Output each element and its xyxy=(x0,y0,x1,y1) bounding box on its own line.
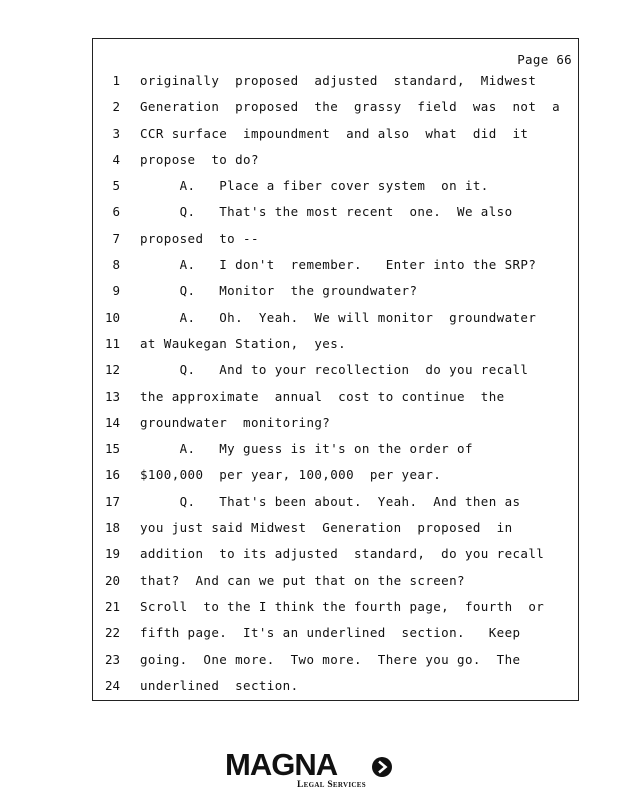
line-number: 3 xyxy=(112,125,120,141)
line-text: underlined section. xyxy=(140,677,299,693)
line-text: CCR surface impoundment and also what did it xyxy=(140,125,529,141)
line-number: 23 xyxy=(104,651,120,667)
transcript-line xyxy=(93,387,578,413)
transcript-lines xyxy=(93,71,578,702)
line-number: 4 xyxy=(112,151,120,167)
line-number: 10 xyxy=(104,309,120,325)
line-number: 16 xyxy=(104,467,120,483)
line-number: 19 xyxy=(104,546,120,562)
transcript-line xyxy=(93,97,578,123)
transcript-line xyxy=(93,71,578,97)
line-number: 15 xyxy=(104,441,120,457)
transcript-line xyxy=(93,124,578,150)
line-text: $100,000 per year, 100,000 per year. xyxy=(140,467,442,483)
transcript-line xyxy=(93,544,578,570)
line-number: 20 xyxy=(104,572,120,588)
transcript-line xyxy=(93,308,578,334)
page-number: Page 66 xyxy=(517,52,572,67)
transcript-line xyxy=(93,597,578,623)
magna-logo xyxy=(225,748,397,792)
transcript-line xyxy=(93,518,578,544)
line-text: propose to do? xyxy=(140,151,259,167)
line-number: 2 xyxy=(112,99,120,115)
logo-subtitle: Legal Services xyxy=(297,780,366,790)
line-text: Scroll to the I think the fourth page, fourth or xyxy=(140,598,545,614)
line-text: proposed to -- xyxy=(140,230,259,246)
line-number: 5 xyxy=(112,178,120,194)
line-number: 8 xyxy=(112,257,120,273)
line-text: Q. That's the most recent one. We also xyxy=(140,204,513,220)
transcript-page xyxy=(92,38,579,701)
transcript-line xyxy=(93,229,578,255)
line-text: addition to its adjusted standard, do you recall xyxy=(140,546,545,562)
transcript-line xyxy=(93,571,578,597)
line-number: 14 xyxy=(104,414,120,430)
line-text: Q. Monitor the groundwater? xyxy=(140,283,418,299)
line-text: Q. That's been about. Yeah. And then as xyxy=(140,493,521,509)
line-number: 24 xyxy=(104,677,120,693)
line-text: A. My guess is it's on the order of xyxy=(140,441,473,457)
line-text: originally proposed adjusted standard, Midwest xyxy=(140,73,537,88)
line-number: 18 xyxy=(104,520,120,536)
line-number: 9 xyxy=(112,283,120,299)
line-text: that? And can we put that on the screen? xyxy=(140,572,465,588)
line-number: 11 xyxy=(104,335,120,351)
transcript-line xyxy=(93,439,578,465)
transcript-line xyxy=(93,650,578,676)
line-text: Q. And to your recollection do you recall xyxy=(140,362,529,378)
line-number: 6 xyxy=(112,204,120,220)
line-text: A. Oh. Yeah. We will monitor groundwater xyxy=(140,309,537,325)
transcript-line xyxy=(93,255,578,281)
line-number: 7 xyxy=(112,230,120,246)
line-text: going. One more. Two more. There you go. The xyxy=(140,651,521,667)
transcript-line xyxy=(93,150,578,176)
line-text: groundwater monitoring? xyxy=(140,414,331,430)
line-text: Generation proposed the grassy field was not a xyxy=(140,99,561,115)
line-text: the approximate annual cost to continue the xyxy=(140,388,505,404)
transcript-line xyxy=(93,281,578,307)
line-text: A. Place a fiber cover system on it. xyxy=(140,178,489,194)
transcript-line xyxy=(93,492,578,518)
line-number: 12 xyxy=(104,362,120,378)
transcript-line xyxy=(93,176,578,202)
line-text: A. I don't remember. Enter into the SRP? xyxy=(140,257,537,273)
line-number: 22 xyxy=(104,625,120,641)
line-number: 21 xyxy=(104,598,120,614)
line-number: 13 xyxy=(104,388,120,404)
transcript-line xyxy=(93,360,578,386)
line-number: 1 xyxy=(112,73,120,88)
transcript-line xyxy=(93,623,578,649)
transcript-line xyxy=(93,334,578,360)
chevron-right-circle-icon xyxy=(371,756,393,778)
line-number: 17 xyxy=(104,493,120,509)
line-text: fifth page. It's an underlined section. Keep xyxy=(140,625,521,641)
transcript-line xyxy=(93,202,578,228)
transcript-line xyxy=(93,465,578,491)
line-text: you just said Midwest Generation proposed in xyxy=(140,520,513,536)
logo-wordmark: MAGNA xyxy=(225,747,338,782)
transcript-line xyxy=(93,676,578,702)
transcript-line xyxy=(93,413,578,439)
line-text: at Waukegan Station, yes. xyxy=(140,335,347,351)
